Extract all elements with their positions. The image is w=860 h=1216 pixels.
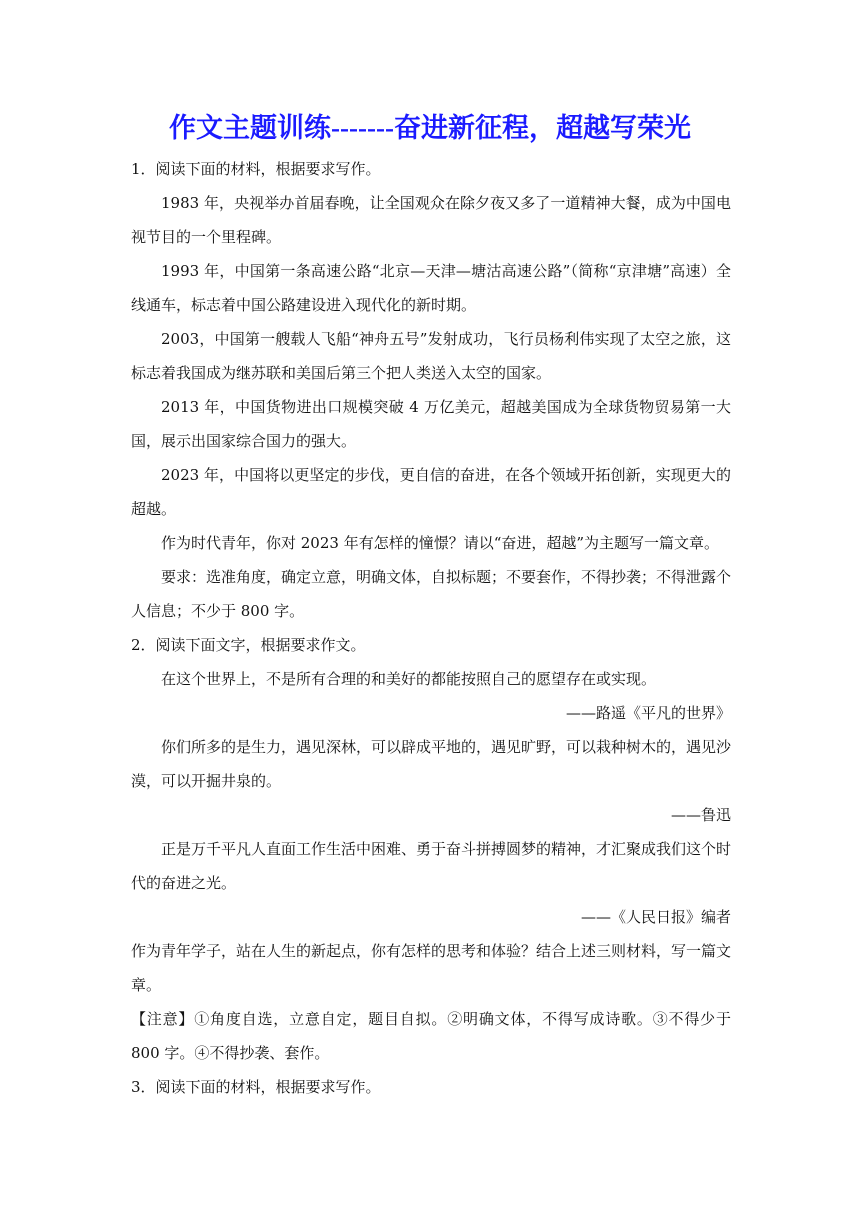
q1-material-1983: 1983 年，央视举办首届春晚，让全国观众在除夕夜又多了一道精神大餐，成为中国电视节目的一个里程碑。 (131, 194, 731, 246)
q1-prompt: 作为时代青年，你对 2023 年有怎样的憧憬？请以“奋进，超越”为主题写一篇文章。 (161, 534, 720, 552)
document-body (131, 152, 731, 1104)
q2-prompt: 作为青年学子，站在人生的新起点，你有怎样的思考和体验？结合上述三则材料，写一篇文章。 (131, 942, 732, 994)
question-2-heading: 2．阅读下面文字，根据要求作文。 (131, 636, 366, 654)
question-1-heading: 1．阅读下面的材料，根据要求写作。 (131, 160, 381, 178)
q2-quote-1: 在这个世界上，不是所有合理的和美好的都能按照自己的愿望存在或实现。 (161, 670, 657, 688)
q2-quote-3: 正是万千平凡人直面工作生活中困难、勇于奋斗拼搏圆梦的精神，才汇聚成我们这个时代的奋进之光。 (131, 840, 732, 892)
q2-source-1: ——路遥《平凡的世界》 (565, 704, 731, 722)
q2-source-2: ——鲁迅 (670, 806, 731, 824)
q1-material-2003: 2003，中国第一艘载人飞船“神舟五号”发射成功，飞行员杨利伟实现了太空之旅，这标志着我国成为继苏联和美国后第三个把人类送入太空的国家。 (131, 330, 731, 382)
question-3-heading: 3．阅读下面的材料，根据要求写作。 (131, 1078, 381, 1096)
q2-quote-2: 你们所多的是生力，遇见深林，可以辟成平地的，遇见旷野，可以栽种树木的，遇见沙漠，可以开掘井泉的。 (131, 738, 732, 790)
q1-material-2023: 2023 年，中国将以更坚定的步伐，更自信的奋进，在各个领域开拓创新，实现更大的超越。 (131, 466, 731, 518)
q1-requirements: 要求：选准角度，确定立意，明确文体，自拟标题；不要套作，不得抄袭；不得泄露个人信息；不少于 800 字。 (131, 568, 732, 620)
q2-source-3: ——《人民日报》编者 (580, 908, 731, 926)
q2-notes: 【注意】①角度自选，立意自定，题目自拟。②明确文体，不得写成诗歌。③不得少于 800 字。④不得抄袭、套作。 (131, 1010, 731, 1062)
q1-material-1993: 1993 年，中国第一条高速公路“北京—天津—塘沽高速公路”（简称“京津塘”高速）全线通车，标志着中国公路建设进入现代化的新时期。 (131, 262, 731, 314)
page-title: 作文主题训练-------奋进新征程，超越写荣光 (169, 113, 691, 143)
q1-material-2013: 2013 年，中国货物进出口规模突破 4 万亿美元，超越美国成为全球货物贸易第一大国，展示出国家综合国力的强大。 (131, 398, 731, 450)
